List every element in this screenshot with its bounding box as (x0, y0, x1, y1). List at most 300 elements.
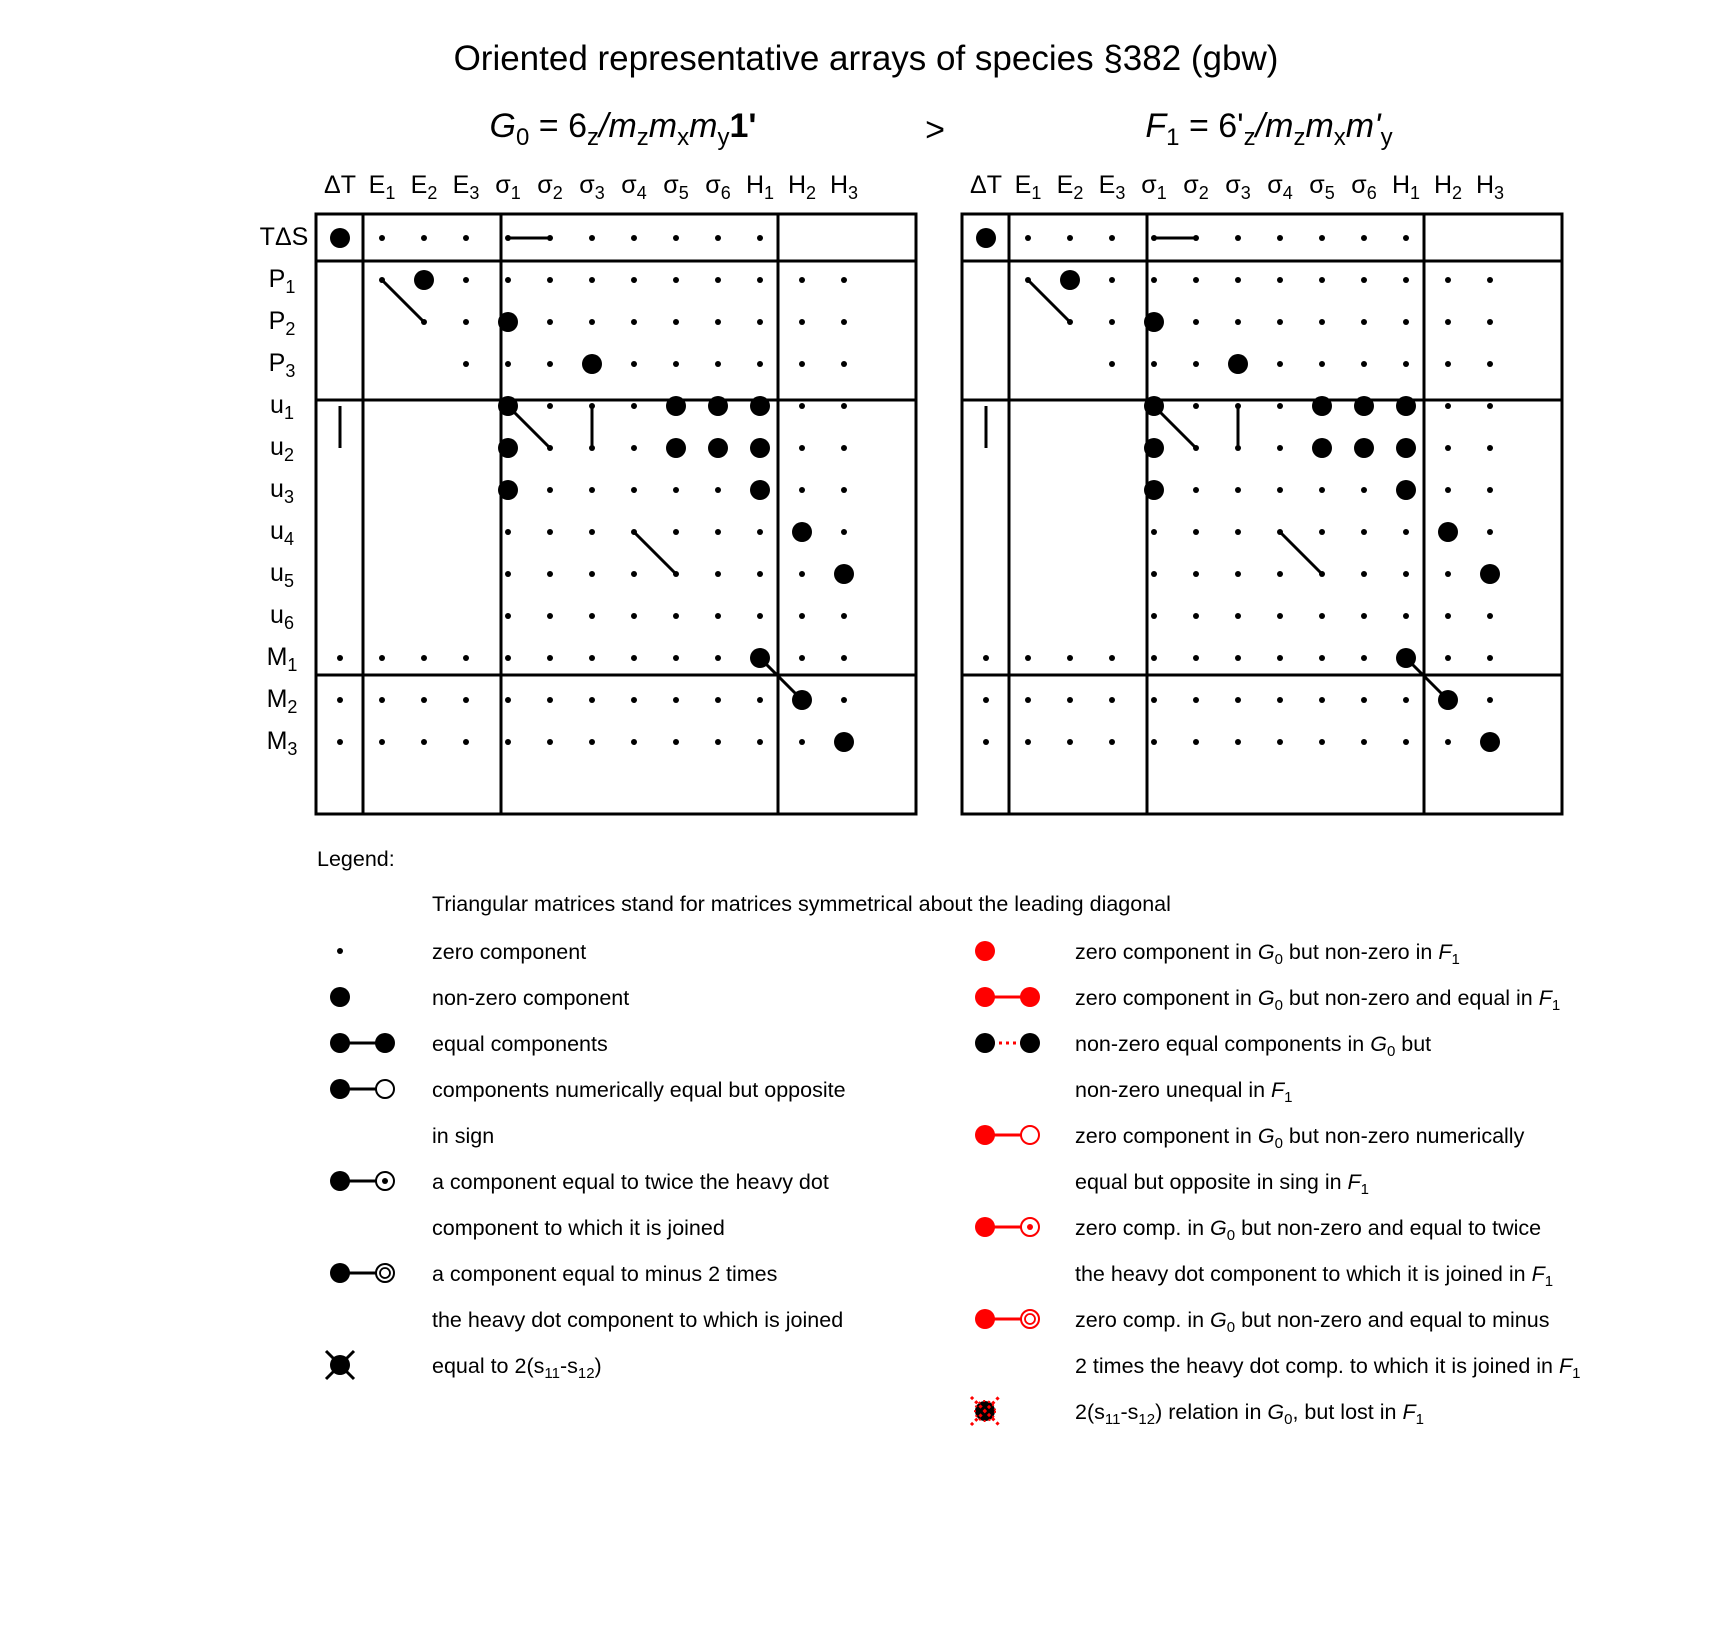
zero-dot (463, 655, 469, 661)
nonzero-dot (834, 732, 854, 752)
zero-dot (1487, 529, 1493, 535)
legend-marker-equal (330, 1033, 395, 1053)
zero-dot (715, 571, 721, 577)
column-header: E1 (1014, 171, 1042, 204)
zero-dot (1361, 613, 1367, 619)
zero-dot (1151, 361, 1157, 367)
zero-dot (715, 361, 721, 367)
zero-dot (757, 697, 763, 703)
zero-dot (1193, 445, 1199, 451)
zero-dot (799, 613, 805, 619)
zero-dot (799, 487, 805, 493)
row-label: u3 (270, 475, 294, 508)
nonzero-dot (582, 354, 602, 374)
zero-dot (1277, 403, 1283, 409)
zero-dot (673, 235, 679, 241)
zero-dot (1361, 361, 1367, 367)
zero-dot (589, 697, 595, 703)
zero-dot (505, 613, 511, 619)
zero-dot (547, 403, 553, 409)
zero-dot (505, 697, 511, 703)
nonzero-dot (1144, 396, 1164, 416)
zero-dot (631, 403, 637, 409)
zero-dot (1067, 235, 1073, 241)
zero-dot (1319, 613, 1325, 619)
zero-dot (673, 529, 679, 535)
column-header: E1 (368, 171, 396, 204)
zero-dot (1445, 445, 1451, 451)
zero-dot (379, 739, 385, 745)
zero-dot (1067, 319, 1073, 325)
zero-dot (841, 445, 847, 451)
legend-marker-red-twice (975, 1217, 1039, 1237)
zero-dot (799, 571, 805, 577)
nonzero-dot (498, 480, 518, 500)
zero-dot (631, 529, 637, 535)
zero-dot (673, 487, 679, 493)
zero-dot (1403, 361, 1409, 367)
zero-dot (1319, 697, 1325, 703)
zero-dot (1277, 655, 1283, 661)
zero-dot (1235, 487, 1241, 493)
diagram-title: Oriented representative arrays of species §382 (gbw) (453, 39, 1279, 78)
zero-dot (1235, 739, 1241, 745)
legend-marker-small-dot (337, 948, 343, 954)
legend-marker-red-equal (975, 987, 1040, 1007)
zero-dot (1235, 445, 1241, 451)
legend-text: non-zero equal components in G0 but (1075, 1032, 1432, 1061)
nonzero-dot (498, 396, 518, 416)
nonzero-dot (1144, 312, 1164, 332)
zero-dot (1361, 739, 1367, 745)
zero-dot (547, 697, 553, 703)
zero-dot (631, 487, 637, 493)
nonzero-dot (750, 396, 770, 416)
zero-dot (841, 361, 847, 367)
equal-link (1280, 532, 1322, 574)
zero-dot (1193, 697, 1199, 703)
zero-dot (799, 403, 805, 409)
zero-dot (463, 697, 469, 703)
zero-dot (1025, 655, 1031, 661)
zero-dot (421, 235, 427, 241)
equal-link (634, 532, 676, 574)
zero-dot (1025, 235, 1031, 241)
legend-marker-minus2 (330, 1263, 394, 1283)
zero-dot (1361, 487, 1367, 493)
zero-dot (631, 571, 637, 577)
column-header: σ1 (495, 171, 521, 204)
row-label: u1 (270, 391, 294, 424)
zero-dot (547, 277, 553, 283)
zero-dot (715, 277, 721, 283)
legend-text: non-zero unequal in F1 (1075, 1078, 1293, 1107)
zero-dot (1487, 277, 1493, 283)
column-header: σ3 (579, 171, 605, 204)
zero-dot (1235, 235, 1241, 241)
column-header: H2 (1433, 171, 1463, 204)
zero-dot (589, 277, 595, 283)
zero-dot (1403, 613, 1409, 619)
zero-dot (1235, 403, 1241, 409)
nonzero-dot (792, 690, 812, 710)
legend-text: equal components (432, 1032, 608, 1056)
zero-dot (547, 529, 553, 535)
zero-dot (1487, 655, 1493, 661)
zero-dot (715, 529, 721, 535)
zero-dot (589, 445, 595, 451)
legend (317, 847, 1580, 1428)
zero-dot (631, 739, 637, 745)
zero-dot (1277, 319, 1283, 325)
column-header: ΔT (970, 171, 1002, 199)
zero-dot (1445, 319, 1451, 325)
zero-dot (505, 739, 511, 745)
zero-dot (505, 655, 511, 661)
column-header: H1 (1391, 171, 1421, 204)
zero-dot (547, 361, 553, 367)
zero-dot (757, 235, 763, 241)
group-relation-symbol: > (925, 111, 945, 149)
zero-dot (1319, 487, 1325, 493)
zero-dot (757, 571, 763, 577)
nonzero-dot (1396, 480, 1416, 500)
zero-dot (547, 613, 553, 619)
zero-dot (1235, 529, 1241, 535)
zero-dot (589, 571, 595, 577)
zero-dot (715, 655, 721, 661)
zero-dot (463, 739, 469, 745)
zero-dot (1151, 235, 1157, 241)
zero-dot (1445, 487, 1451, 493)
zero-dot (1487, 403, 1493, 409)
zero-dot (547, 445, 553, 451)
zero-dot (1193, 487, 1199, 493)
zero-dot (589, 487, 595, 493)
zero-dot (463, 277, 469, 283)
matrix-panel-right (961, 107, 1564, 814)
zero-dot (1403, 277, 1409, 283)
zero-dot (1319, 529, 1325, 535)
legend-text: zero component (432, 940, 587, 964)
zero-dot (589, 655, 595, 661)
zero-dot (1361, 235, 1367, 241)
zero-dot (1487, 319, 1493, 325)
zero-dot (1277, 529, 1283, 535)
legend-text: zero component in G0 but non-zero and equal in F1 (1075, 986, 1561, 1015)
zero-dot (547, 487, 553, 493)
nonzero-dot (1144, 480, 1164, 500)
zero-dot (589, 613, 595, 619)
nonzero-dot (976, 228, 996, 248)
legend-text: components numerically equal but opposite (432, 1078, 846, 1102)
zero-dot (589, 529, 595, 535)
nonzero-dot (708, 396, 728, 416)
legend-text: zero component in G0 but non-zero numerically (1075, 1124, 1525, 1153)
zero-dot (1109, 655, 1115, 661)
zero-dot (631, 361, 637, 367)
zero-dot (1235, 697, 1241, 703)
zero-dot (1151, 571, 1157, 577)
zero-dot (547, 571, 553, 577)
column-header: H2 (787, 171, 817, 204)
zero-dot (841, 277, 847, 283)
row-label: u6 (270, 601, 294, 634)
zero-dot (1277, 277, 1283, 283)
zero-dot (337, 655, 343, 661)
column-header: ΔT (324, 171, 356, 199)
zero-dot (757, 319, 763, 325)
zero-dot (673, 319, 679, 325)
zero-dot (841, 655, 847, 661)
legend-marker-red-opposite (975, 1125, 1039, 1145)
zero-dot (1487, 487, 1493, 493)
legend-heading: Legend: (317, 847, 395, 871)
zero-dot (1109, 361, 1115, 367)
zero-dot (715, 697, 721, 703)
zero-dot (631, 277, 637, 283)
column-header: E3 (1098, 171, 1126, 204)
zero-dot (547, 235, 553, 241)
zero-dot (841, 697, 847, 703)
nonzero-dot (1144, 438, 1164, 458)
zero-dot (421, 655, 427, 661)
zero-dot (421, 319, 427, 325)
nonzero-dot (834, 564, 854, 584)
zero-dot (379, 277, 385, 283)
zero-dot (841, 613, 847, 619)
nonzero-dot (1228, 354, 1248, 374)
column-header: H3 (829, 171, 859, 204)
nonzero-dot (666, 438, 686, 458)
zero-dot (379, 697, 385, 703)
zero-dot (673, 739, 679, 745)
zero-dot (1361, 571, 1367, 577)
zero-dot (715, 487, 721, 493)
zero-dot (1403, 319, 1409, 325)
nonzero-dot (792, 522, 812, 542)
column-header: E2 (1056, 171, 1084, 204)
column-header: σ2 (537, 171, 563, 204)
zero-dot (379, 655, 385, 661)
nonzero-dot (1312, 396, 1332, 416)
legend-note: Triangular matrices stand for matrices symmetrical about the leading diagonal (432, 892, 1171, 916)
column-header: σ6 (1351, 171, 1377, 204)
column-header: σ2 (1183, 171, 1209, 204)
nonzero-dot (498, 438, 518, 458)
zero-dot (1025, 739, 1031, 745)
zero-dot (841, 529, 847, 535)
zero-dot (589, 739, 595, 745)
zero-dot (1193, 403, 1199, 409)
row-label: P1 (268, 265, 296, 298)
zero-dot (1193, 529, 1199, 535)
zero-dot (1445, 361, 1451, 367)
group-heading: F1 = 6'z/mzmxm'y (1145, 107, 1393, 152)
zero-dot (841, 403, 847, 409)
zero-dot (1361, 277, 1367, 283)
zero-dot (983, 655, 989, 661)
legend-marker-heavy-dot (330, 987, 350, 1007)
legend-text: equal to 2(s11-s12) (432, 1354, 602, 1383)
zero-dot (757, 739, 763, 745)
zero-dot (715, 235, 721, 241)
nonzero-dot (666, 396, 686, 416)
row-label: u4 (270, 517, 294, 550)
zero-dot (1025, 277, 1031, 283)
zero-dot (1277, 487, 1283, 493)
zero-dot (841, 319, 847, 325)
group-heading: G0 = 6z/mzmxmy1' (489, 107, 757, 152)
zero-dot (1193, 361, 1199, 367)
legend-marker-red-dot (975, 941, 995, 961)
zero-dot (1403, 529, 1409, 535)
zero-dot (799, 739, 805, 745)
zero-dot (1445, 655, 1451, 661)
legend-text: zero component in G0 but non-zero in F1 (1075, 940, 1460, 969)
legend-marker-red-cross (971, 1397, 999, 1425)
zero-dot (547, 655, 553, 661)
zero-dot (757, 529, 763, 535)
zero-dot (1235, 277, 1241, 283)
legend-text: component to which it is joined (432, 1216, 725, 1240)
nonzero-dot (1396, 396, 1416, 416)
legend-text: a component equal to twice the heavy dot (432, 1170, 829, 1194)
zero-dot (589, 403, 595, 409)
zero-dot (1151, 739, 1157, 745)
zero-dot (1361, 655, 1367, 661)
zero-dot (1403, 697, 1409, 703)
nonzero-dot (1480, 732, 1500, 752)
zero-dot (1319, 571, 1325, 577)
zero-dot (1487, 445, 1493, 451)
zero-dot (1403, 235, 1409, 241)
column-header: H3 (1475, 171, 1505, 204)
zero-dot (1235, 655, 1241, 661)
zero-dot (547, 319, 553, 325)
zero-dot (631, 655, 637, 661)
zero-dot (1025, 697, 1031, 703)
zero-dot (1151, 613, 1157, 619)
nonzero-dot (750, 438, 770, 458)
zero-dot (1403, 571, 1409, 577)
zero-dot (673, 613, 679, 619)
legend-text: equal but opposite in sing in F1 (1075, 1170, 1370, 1199)
matrix-panel-left (260, 107, 918, 814)
nonzero-dot (1438, 690, 1458, 710)
zero-dot (631, 613, 637, 619)
zero-dot (1067, 655, 1073, 661)
zero-dot (505, 529, 511, 535)
column-header: H1 (745, 171, 775, 204)
nonzero-dot (1060, 270, 1080, 290)
legend-text: 2(s11-s12) relation in G0, but lost in F1 (1075, 1400, 1424, 1429)
zero-dot (1109, 739, 1115, 745)
zero-dot (589, 319, 595, 325)
zero-dot (1277, 361, 1283, 367)
row-label: TΔS (259, 223, 309, 251)
row-label: P3 (268, 349, 296, 382)
zero-dot (1319, 277, 1325, 283)
nonzero-dot (750, 480, 770, 500)
legend-marker-red-minus2 (975, 1309, 1039, 1329)
zero-dot (799, 277, 805, 283)
zero-dot (1445, 403, 1451, 409)
zero-dot (631, 445, 637, 451)
zero-dot (673, 277, 679, 283)
zero-dot (1487, 361, 1493, 367)
zero-dot (1193, 277, 1199, 283)
nonzero-dot (330, 228, 350, 248)
zero-dot (547, 739, 553, 745)
zero-dot (1445, 739, 1451, 745)
nonzero-dot (1312, 438, 1332, 458)
zero-dot (1235, 613, 1241, 619)
zero-dot (1109, 277, 1115, 283)
zero-dot (1109, 697, 1115, 703)
nonzero-dot (498, 312, 518, 332)
row-label: u2 (270, 433, 294, 466)
zero-dot (799, 655, 805, 661)
zero-dot (379, 235, 385, 241)
zero-dot (799, 319, 805, 325)
zero-dot (1277, 445, 1283, 451)
zero-dot (983, 697, 989, 703)
zero-dot (1487, 613, 1493, 619)
legend-marker-opposite (330, 1079, 394, 1099)
row-label: u5 (270, 559, 294, 592)
zero-dot (1109, 235, 1115, 241)
zero-dot (673, 655, 679, 661)
legend-text: a component equal to minus 2 times (432, 1262, 778, 1286)
legend-marker-cross (326, 1351, 354, 1379)
zero-dot (1151, 697, 1157, 703)
nonzero-dot (1354, 396, 1374, 416)
zero-dot (1151, 655, 1157, 661)
column-header: σ4 (621, 171, 647, 204)
legend-text: the heavy dot component to which it is joined in F1 (1075, 1262, 1554, 1291)
zero-dot (463, 361, 469, 367)
zero-dot (715, 319, 721, 325)
zero-dot (1319, 739, 1325, 745)
zero-dot (631, 319, 637, 325)
column-header: σ4 (1267, 171, 1293, 204)
row-label: M2 (266, 685, 298, 718)
zero-dot (463, 319, 469, 325)
nonzero-dot (708, 438, 728, 458)
legend-text: the heavy dot component to which is joined (432, 1308, 844, 1332)
zero-dot (1319, 655, 1325, 661)
legend-marker-dotted-equal (975, 1033, 1040, 1053)
nonzero-dot (1354, 438, 1374, 458)
zero-dot (1193, 739, 1199, 745)
zero-dot (1151, 277, 1157, 283)
zero-dot (589, 235, 595, 241)
zero-dot (1361, 319, 1367, 325)
zero-dot (841, 487, 847, 493)
zero-dot (631, 235, 637, 241)
nonzero-dot (750, 648, 770, 668)
zero-dot (715, 613, 721, 619)
zero-dot (983, 739, 989, 745)
zero-dot (1361, 529, 1367, 535)
column-header: E2 (410, 171, 438, 204)
column-header: σ6 (705, 171, 731, 204)
nonzero-dot (1396, 438, 1416, 458)
zero-dot (421, 697, 427, 703)
legend-text: non-zero component (432, 986, 630, 1010)
row-label: P2 (268, 307, 296, 340)
